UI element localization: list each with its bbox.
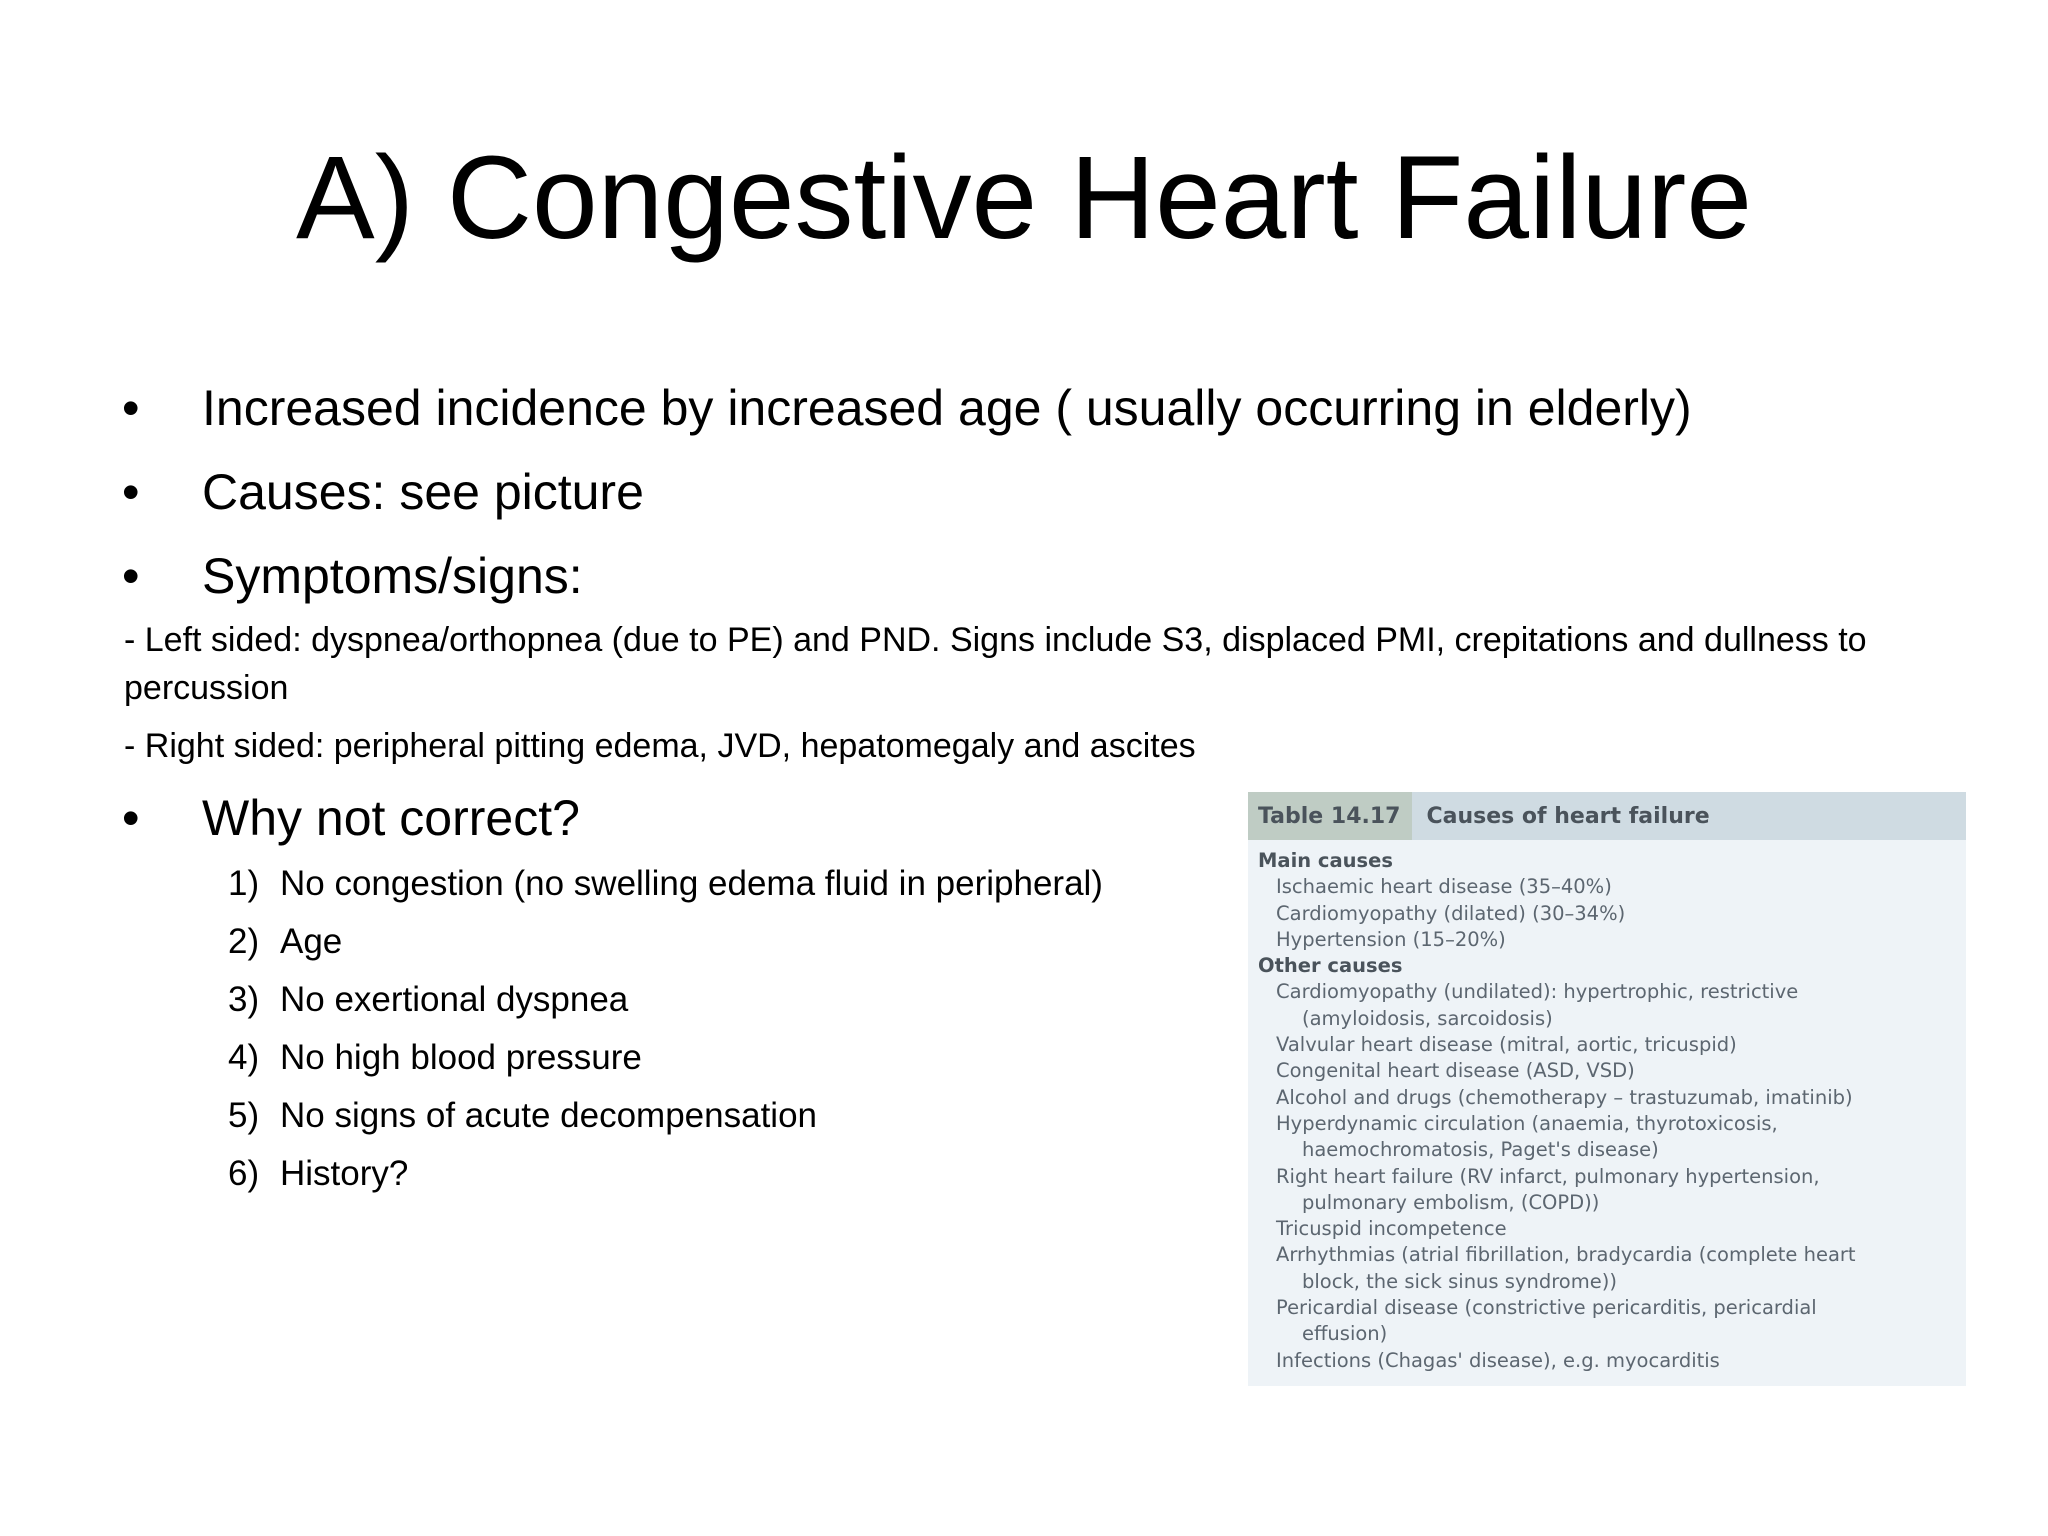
cause-row: Congenital heart disease (ASD, VSD): [1276, 1059, 1635, 1083]
cause-row: Arrhythmias (atrial fibrillation, bradycardia (complete heart: [1276, 1243, 1856, 1267]
reason-text: No high blood pressure: [280, 1038, 642, 1077]
cause-row: Right heart failure (RV infarct, pulmonary hypertension,: [1276, 1164, 1820, 1188]
table-body: [1248, 840, 1966, 1374]
cause-row: Valvular heart disease (mitral, aortic, tricuspid): [1276, 1033, 1737, 1057]
reason-item: [228, 1036, 642, 1080]
bullet-text: Causes: see picture: [202, 464, 644, 520]
reason-number: 6): [228, 1154, 260, 1193]
slide-title: A) Congestive Heart Failure: [296, 132, 1752, 264]
reason-number: 5): [228, 1096, 260, 1135]
main-causes-heading: Main causes: [1258, 849, 1393, 872]
reason-text: No congestion (no swelling edema fluid in peripheral): [280, 864, 1103, 903]
bullet-text: Symptoms/signs:: [202, 548, 583, 604]
bullet-glyph: •: [122, 380, 140, 436]
bullet-text: Why not correct?: [202, 790, 580, 846]
cause-row: Hypertension (15–20%): [1276, 927, 1506, 951]
cause-row: Infections (Chagas' disease), e.g. myocarditis: [1276, 1348, 1720, 1372]
cause-row-continued: (amyloidosis, sarcoidosis): [1302, 1006, 1553, 1030]
cause-row: Pericardial disease (constrictive pericarditis, pericardial: [1276, 1296, 1817, 1320]
left-sided-symptoms: - Left sided: dyspnea/orthopnea (due to PE) and PND. Signs include S3, displaced PMI, crepitations and dullness to percussion: [124, 621, 1867, 707]
table-header: [1248, 792, 1966, 840]
reason-item: [228, 1094, 817, 1138]
cause-row: Tricuspid incompetence: [1276, 1217, 1507, 1241]
bullet-glyph: •: [122, 790, 140, 846]
cause-row: Cardiomyopathy (dilated) (30–34%): [1276, 901, 1626, 925]
reason-item: [228, 920, 342, 964]
reason-text: Age: [280, 922, 343, 961]
reason-number: 1): [228, 864, 260, 903]
cause-row-continued: pulmonary embolism, (COPD)): [1302, 1190, 1600, 1214]
bullet-symptoms: [122, 546, 583, 606]
bullet-glyph: •: [122, 464, 140, 520]
bullet-age-incidence: [122, 378, 1692, 438]
reason-number: 4): [228, 1038, 260, 1077]
reason-text: No signs of acute decompensation: [280, 1096, 817, 1135]
reason-text: History?: [280, 1154, 409, 1193]
reason-item: [228, 862, 1103, 906]
bullet-glyph: •: [122, 548, 140, 604]
reason-item: [228, 1152, 408, 1196]
cause-row-continued: block, the sick sinus syndrome)): [1302, 1269, 1617, 1293]
cause-row: Cardiomyopathy (undilated): hypertrophic, restrictive: [1276, 980, 1799, 1004]
table-caption: Causes of heart failure: [1426, 803, 1710, 829]
causes-of-heart-failure-table: [1248, 792, 1966, 1386]
right-sided-symptoms: - Right sided: peripheral pitting edema, JVD, hepatomegaly and ascites: [124, 727, 1196, 765]
cause-row: Ischaemic heart disease (35–40%): [1276, 875, 1612, 899]
table-number: Table 14.17: [1248, 792, 1412, 840]
other-causes-heading: Other causes: [1258, 954, 1403, 978]
reason-item: [228, 978, 628, 1022]
bullet-why-not-correct: [122, 788, 580, 848]
cause-row: Alcohol and drugs (chemotherapy – trastuzumab, imatinib): [1276, 1085, 1853, 1109]
reason-number: 2): [228, 922, 260, 961]
cause-row-continued: haemochromatosis, Paget's disease): [1302, 1138, 1659, 1162]
reason-number: 3): [228, 980, 260, 1019]
cause-row: Hyperdynamic circulation (anaemia, thyrotoxicosis,: [1276, 1111, 1778, 1135]
bullet-causes: [122, 462, 644, 522]
reason-text: No exertional dyspnea: [280, 980, 629, 1019]
cause-row-continued: effusion): [1302, 1322, 1388, 1346]
bullet-text: Increased incidence by increased age ( usually occurring in elderly): [202, 380, 1692, 436]
